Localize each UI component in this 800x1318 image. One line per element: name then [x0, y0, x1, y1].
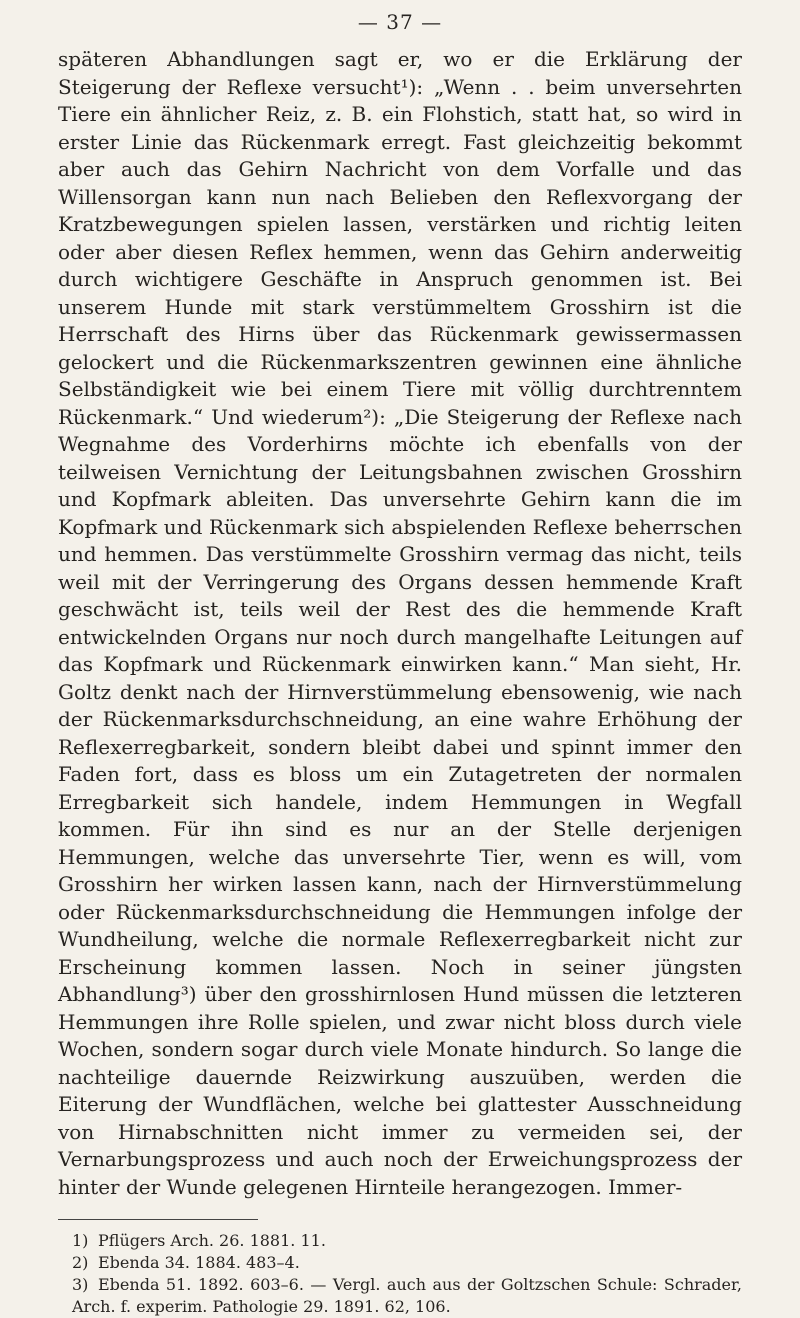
footnote-text: Pflügers Arch. 26. 1881. 11.	[98, 1231, 326, 1250]
page-number: — 37 —	[357, 10, 443, 34]
footnote-mark: 1)	[72, 1231, 89, 1250]
footnote-2	[58, 1252, 742, 1274]
footnotes	[58, 1230, 742, 1318]
footnote-mark: 2)	[72, 1253, 89, 1272]
footnote-3	[58, 1274, 742, 1318]
footnote-text: Ebenda 51. 1892. 603–6. — Vergl. auch aus der Goltzschen Schule: Schrader, Arch. f. experim. Pathologie 29. 1891. 62, 106.	[72, 1275, 742, 1316]
footnote-separator	[58, 1219, 258, 1220]
footnote-text: Ebenda 34. 1884. 483–4.	[98, 1253, 300, 1272]
footnote-mark: 3)	[72, 1275, 89, 1294]
body-paragraph: späteren Abhandlungen sagt er, wo er die Erklärung der Steigerung der Reflexe versucht¹): „Wenn . . beim unversehrten Tiere ein ähnlicher Reiz, z. B. ein Flohstich, statt hat, so wird in erster Linie das Rückenmark erregt. Fast gleichzeitig bekommt aber auch das Gehirn Nachricht von dem Vorfalle und das Willensorgan kann nun nach Belieben den Reflexvorgang der Kratzbewegungen spielen lassen, verstärken und richtig leiten oder aber diesen Reflex hemmen, wenn das Gehirn anderweitig durch wichtigere Geschäfte in Anspruch genommen ist. Bei unserem Hunde mit stark verstümmeltem Grosshirn ist die Herrschaft des Hirns über das Rückenmark gewissermassen gelockert und die Rückenmarkszentren gewinnen eine ähnliche Selbständigkeit wie bei einem Tiere mit völlig durchtrenntem Rückenmark.“ Und wiederum²): „Die Steigerung der Reflexe nach Wegnahme des Vorderhirns möchte ich ebenfalls von der teilweisen Vernichtung der Leitungsbahnen zwischen Grosshirn und Kopfmark ableiten. Das unversehrte Gehirn kann die im Kopfmark und Rückenmark sich abspielenden Reflexe beherrschen und hemmen. Das verstümmelte Grosshirn vermag das nicht, teils weil mit der Verringerung des Organs dessen hemmende Kraft geschwächt ist, teils weil der Rest des die hemmende Kraft entwickelnden Organs nur noch durch mangelhafte Leitungen auf das Kopfmark und Rückenmark einwirken kann.“ Man sieht, Hr. Goltz denkt nach der Hirnverstümmelung ebensowenig, wie nach der Rückenmarksdurchschneidung, an eine wahre Erhöhung der Reflexerregbarkeit, sondern bleibt dabei und spinnt immer den Faden fort, dass es bloss um ein Zutagetreten der normalen Erregbarkeit sich handele, indem Hemmungen in Wegfall kommen. Für ihn sind es nur an der Stelle derjenigen Hemmungen, welche das unversehrte Tier, wenn es will, vom Grosshirn her wirken lassen kann, nach der Hirnverstümmelung oder Rückenmarksdurchschneidung die Hemmungen infolge der Wundheilung, welche die normale Reflexerregbarkeit nicht zur Erscheinung kommen lassen. Noch in seiner jüngsten Abhandlung³) über den grosshirnlosen Hund müssen die letzteren Hemmungen ihre Rolle spielen, und zwar nicht bloss durch viele Wochen, sondern sogar durch viele Monate hindurch. So lange die nachteilige dauernde Reizwirkung auszuüben, werden die Eiterung der Wundflächen, welche bei glattester Ausschneidung von Hirnabschnitten nicht immer zu vermeiden sei, der Vernarbungsprozess und auch noch der Erweichungsprozess der hinter der Wunde gelegenen Hirnteile herangezogen. Immer-	[58, 47, 742, 1199]
